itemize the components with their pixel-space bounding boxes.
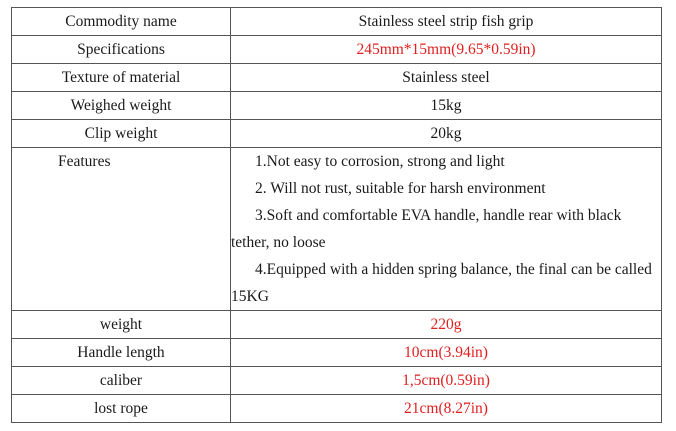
row-label: Handle length	[12, 339, 231, 367]
row-label: Specifications	[12, 36, 231, 64]
row-label: Clip weight	[12, 120, 231, 148]
row-value: 15kg	[231, 92, 662, 120]
table-row-weight	[12, 311, 662, 339]
table-row-caliber	[12, 367, 662, 395]
spec-table	[11, 7, 662, 423]
row-value: 10cm(3.94in)	[231, 339, 662, 367]
table-row-commodity-name	[12, 8, 662, 36]
table-row-lost-rope	[12, 395, 662, 423]
row-value: 21cm(8.27in)	[231, 395, 662, 423]
feature-item: 1.Not easy to corrosion, strong and light	[255, 153, 505, 170]
features-label: Features	[12, 148, 231, 311]
feature-item: 4.Equipped with a hidden spring balance, the final can be called 15KG	[231, 261, 652, 305]
row-label: Commodity name	[12, 8, 231, 36]
row-value: 20kg	[231, 120, 662, 148]
row-label: weight	[12, 311, 231, 339]
feature-item: 3.Soft and comfortable EVA handle, handle rear with black tether, no loose	[231, 207, 622, 251]
row-label: caliber	[12, 367, 231, 395]
row-value: Stainless steel strip fish grip	[231, 8, 662, 36]
table-row-weighed-weight	[12, 92, 662, 120]
features-list	[231, 148, 662, 311]
table-row-texture-of-material	[12, 64, 662, 92]
row-label: Texture of material	[12, 64, 231, 92]
row-label: lost rope	[12, 395, 231, 423]
table-row-specifications	[12, 36, 662, 64]
row-label: Weighed weight	[12, 92, 231, 120]
row-value: 1,5cm(0.59in)	[231, 367, 662, 395]
table-row-handle-length	[12, 339, 662, 367]
row-value: 245mm*15mm(9.65*0.59in)	[231, 36, 662, 64]
table-row-features	[12, 148, 662, 311]
row-value: Stainless steel	[231, 64, 662, 92]
row-value: 220g	[231, 311, 662, 339]
table-row-clip-weight	[12, 120, 662, 148]
feature-item: 2. Will not rust, suitable for harsh environment	[255, 180, 546, 197]
